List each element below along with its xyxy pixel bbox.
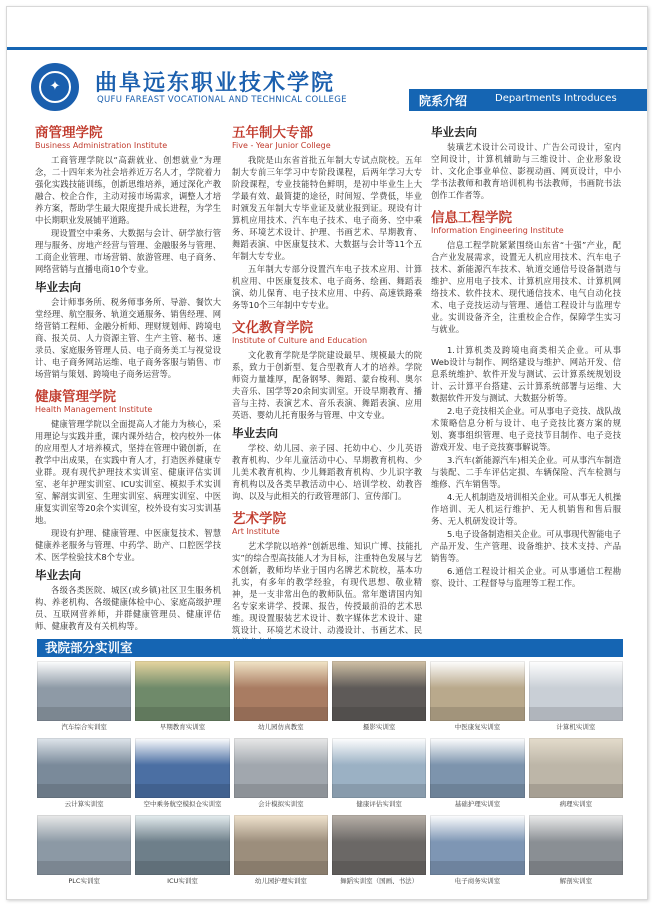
lab-photo-tile — [529, 815, 623, 889]
dept-paragraph: 健康管理学院以全面提高人才能力为核心，采用理论与实践并重，课内课外结合，校内校外一体的应用型人才培养模式，坚持在管理中锻创新，在教学中出成果，在实践中育人才，打造医养健康专业群。现有现代护理技术实训室、健康评估实训室、老年护理实训室、ICU实训室、模拟手术实训室、解剖实训室、生理实训室、病理实训室、中医康复实训室等20余个实训室，校外设有实习实训基地。 — [35, 419, 221, 525]
dept-title: 文化教育学院 — [232, 320, 313, 336]
lab-photo — [332, 661, 426, 721]
lab-photo-tile — [332, 738, 426, 812]
lab-photo — [332, 815, 426, 875]
lab-photo — [135, 661, 229, 721]
dept-paragraph: 现设置空中乘务、大数据与会计、研学旅行管理与服务、房地产经营与管理、金融服务与管理、工商企业管理、市场营销、旅游管理、电子商务、网络营销与直播电商10个专业。 — [35, 228, 221, 274]
lab-photo — [135, 815, 229, 875]
career-item: 5.电子设备制造相关企业。可从事现代智能电子产品开发、生产管理、设备维护、技术支持、产品销售等。 — [431, 529, 621, 563]
school-logo-icon: ✦ — [31, 63, 79, 111]
lab-caption: 基础护理实训室 — [454, 800, 501, 808]
dept-paragraph: 艺术学院以培养“创新思维、知识广博、技能扎实”的综合型高技能人才为目标，注重特色发展与艺术创新，教师均毕业于国内名牌艺术院校，基本功扎实，有多年的教学经验，有现代思想、敬业精神，是一支非常出色的教师队伍。常年邀请国内知名专家来讲学、授课、报告，传授最前沿的艺术思维。现设置服装艺术设计、数字媒体艺术设计、建筑设计、环境艺术设计、动漫设计、书画艺术、民 — [232, 541, 422, 635]
dept-title: 五年制大专部 — [232, 125, 313, 141]
jobs-heading: 毕业去向 — [35, 568, 81, 582]
lab-photo-tile — [135, 815, 229, 889]
lab-photo — [529, 661, 623, 721]
lab-photo — [234, 738, 328, 798]
lab-photo — [234, 661, 328, 721]
lab-photo — [430, 815, 524, 875]
lab-photo-tile — [135, 661, 229, 735]
lab-caption: 计算机实训室 — [556, 723, 596, 731]
lab-photo — [37, 661, 131, 721]
dept-title: 艺术学院 — [232, 511, 286, 527]
lab-photo-tile — [37, 661, 131, 735]
lab-caption: 幼儿园仿真教室 — [258, 723, 304, 731]
column-right — [431, 125, 621, 590]
dept-paragraph: 工商管理学院以“高薪就业、创想就业”为理念，二十四年来为社会培养近万名人才，学院着力强化实践技能训练，创新思维培养，通过深化产教融合、校企合作，主动对接市场需求，调整人才培养方案，帮助学生最大限度提升成长进程，为学生中长期职业发展铺平道路。 — [35, 155, 221, 225]
lab-photo-tile — [529, 661, 623, 735]
lab-photo-tile — [430, 661, 524, 735]
lab-gallery — [37, 661, 623, 889]
lab-caption: 早期教育实训室 — [159, 723, 206, 731]
lab-caption: 幼儿园护理实训室 — [254, 877, 307, 885]
lab-caption: 汽车综合实训室 — [61, 723, 107, 731]
career-item: 6.通信工程设计相关企业。可从事通信工程勘察、设计、工程督导与监理等工程工作。 — [431, 566, 621, 588]
jobs-paragraph: 装璜艺术设计公司设计、广告公司设计，室内空间设计，计算机辅助与三维设计、企业形象设计、文化企事业单位、影视动画、网页设计，中小学书法教师和教育培训机构书法教师，书画院书法创作工作者等。 — [431, 142, 621, 200]
lab-photo — [332, 738, 426, 798]
lab-photo — [529, 738, 623, 798]
dept-title-en: Five - Year Junior College — [232, 141, 331, 150]
lab-photo-tile — [234, 738, 328, 812]
lab-photo — [37, 815, 131, 875]
column-middle — [232, 125, 422, 649]
lab-photo — [529, 815, 623, 875]
school-brand — [31, 63, 371, 113]
lab-photo — [37, 738, 131, 798]
dept-title-en: Health Management Institute — [35, 405, 153, 414]
dept-title-en: Business Administration Institute — [35, 141, 168, 150]
lab-photo-tile — [37, 815, 131, 889]
lab-photo — [135, 738, 229, 798]
lab-photo-tile — [430, 738, 524, 812]
dept-title: 信息工程学院 — [431, 210, 512, 226]
dept-paragraph: 现设有护理、健康管理、中医康复技术、智慧健康养老服务与管理、中药学、助产、口腔医学技术、医学检验技术8个专业。 — [35, 528, 221, 562]
jobs-paragraph: 各级各类医院、城区(或乡镇)社区卫生服务机构、养老机构、各级健康体检中心、家庭高级护理员、互联网营养师，并群健康管理员、健康评估师、健康教育及有关机构等。 — [35, 585, 221, 631]
jobs-heading: 毕业去向 — [232, 426, 278, 440]
section-banner-title-cn: 院系介绍 — [419, 94, 468, 108]
jobs-heading: 毕业去向 — [431, 125, 477, 139]
lab-photo — [234, 815, 328, 875]
lab-photo-tile — [135, 738, 229, 812]
lab-photo-tile — [332, 661, 426, 735]
lab-caption: ICU实训室 — [167, 877, 198, 885]
dept-title-en: Institute of Culture and Education — [232, 336, 368, 345]
lab-caption: 空中乘务航空模拟仓实训室 — [143, 800, 222, 808]
lab-photo-tile — [430, 815, 524, 889]
lab-photo-tile — [332, 815, 426, 889]
lab-caption: 会计模拟实训室 — [258, 800, 304, 808]
brochure-page — [6, 6, 648, 900]
lab-photo-tile — [37, 738, 131, 812]
career-item: 1.计算机类及跨境电商类相关企业。可从事Web设计与制作、网络建设与维护、网站开发、信息系统维护、软件开发与测试、云计算系统规划设计、云计算平台搭建、云计算系统部署与运维、大数据软件开发与测试、大数据分析等。 — [431, 345, 621, 403]
lab-photo-tile — [529, 738, 623, 812]
career-item: 3.汽车(新能源汽车)相关企业。可从事汽车制造与装配、二手车评估定损、车辆保险、汽车检测与维修、汽车销售等。 — [431, 455, 621, 489]
career-item: 2.电子竞技相关企业。可从事电子竞技、战队战术策略信息分析与设计、电子竞技比赛方案的规划、赛事组织管理、电子竞技节目制作、电子竞技游戏开发、电子竞技赛事解说等。 — [431, 406, 621, 452]
school-name-cn: 曲阜远东职业技术学院 — [95, 70, 336, 96]
section-banner — [409, 89, 647, 111]
jobs-paragraph: 学校、幼儿园、亲子园、托幼中心、少儿英语教育机构、少年儿童活动中心、早期教育机构、少儿美术教育机构、少儿舞蹈教育机构、少儿识字教育机构以及各类早教活动中心、培训学校、幼教咨询、以及与此相关的行政管理部门、宣传部门。 — [232, 443, 422, 501]
lab-caption: 中医康复实训室 — [454, 723, 501, 731]
gallery-title: 我院部分实训室 — [37, 639, 623, 657]
lab-caption: 舞蹈实训室（国画、书法） — [340, 877, 419, 885]
dept-title: 健康管理学院 — [35, 389, 116, 405]
dept-paragraph: 五年制大专部分设置汽车电子技术应用、计算机应用、中医康复技术、电子商务、绘画、舞蹈表演、幼儿保育、电子技术应用、中药、高速铁路乘务等10个三年制中专专业。 — [232, 264, 422, 310]
lab-caption: 健康评估实训室 — [356, 800, 402, 808]
lab-photo — [430, 738, 524, 798]
header-rule — [7, 47, 647, 50]
dept-title: 商管理学院 — [35, 125, 103, 141]
lab-caption: 云计算实训室 — [64, 800, 104, 808]
lab-photo — [430, 661, 524, 721]
dept-paragraph: 信息工程学院紧紧围绕山东省“十强”产业，配合产业发展需求，设置无人机应用技术、汽车电子技术、新能源汽车技术、轨道交通信号设备制造与维护、应用电子技术、计算机应用技术、计算机网络技术、软件技术、现代通信技术、电气自动化技术、电子竞技运动与管理、通信工程设计与监理专业。实训设备齐全，注重校企合作，保障学生实习与就业。 — [431, 240, 621, 334]
lab-caption: 电子商务实训室 — [454, 877, 501, 885]
jobs-paragraph: 会计师事务所、税务师事务所、导游、餐饮大堂经理、航空服务、轨道交通服务、销售经理、网络营销工程师、金融分析师、理财规划师、跨境电商、报关员、人力资源主管、生产主管、秘书、速录员、家庭服务管理人员、电子商务美工与视觉设计、电子商务网站运维、电子商务客服与销售、市场营销与策划、跨境电子商务运营等。 — [35, 297, 221, 379]
lab-photo-tile — [234, 661, 328, 735]
dept-paragraph: 文化教育学院是学院建设最早、规模最大的院系，致力于创新型、复合型教育人才的培养。学院师资力量雄厚，配备钢琴、舞蹈、蒙台梭利、奥尔夫音乐、国学等20余间实训室。开设早期教育、播音与主持、表演艺术、音乐表演、舞蹈表演、应用英语、婴幼儿托育服务与管理、中文专业。 — [232, 350, 422, 420]
dept-title-en: Art Institute — [232, 527, 280, 536]
dept-title-en: Information Engineering Institute — [431, 226, 564, 235]
jobs-heading: 毕业去向 — [35, 280, 81, 294]
career-item: 4.无人机制造及培训相关企业。可从事无人机操作培训、无人机运行维护、无人机销售和售后服务、无人机研发设计等。 — [431, 492, 621, 526]
lab-caption: PLC实训室 — [68, 877, 100, 885]
dept-paragraph: 我院是山东省首批五年制大专试点院校。五年制大专前三年学习中专阶段课程，后两年学习大专阶段课程，专业技能特色鲜明，是初中毕业生上大学最有效、最简捷的途径，时间短、学费低，毕业时颁发五年制大专毕业证及就业报到证。现设有计算机应用技术、汽车电子技术、电子商务、空中乘务、环境艺术设计、护理、书画艺术、早期教育、舞蹈表演、中医康复技术、大数据与会计等11个五年制大专专业。 — [232, 155, 422, 261]
school-name-en: QUFU FAREAST VOCATIONAL AND TECHNICAL COLLEGE — [97, 95, 347, 105]
lab-caption: 摄影实训室 — [362, 723, 396, 731]
lab-photo-tile — [234, 815, 328, 889]
column-left — [35, 125, 221, 633]
section-banner-title-en: Departments Introduces — [495, 93, 617, 104]
lab-caption: 病理实训室 — [559, 800, 593, 808]
lab-caption: 解剖实训室 — [559, 877, 593, 885]
